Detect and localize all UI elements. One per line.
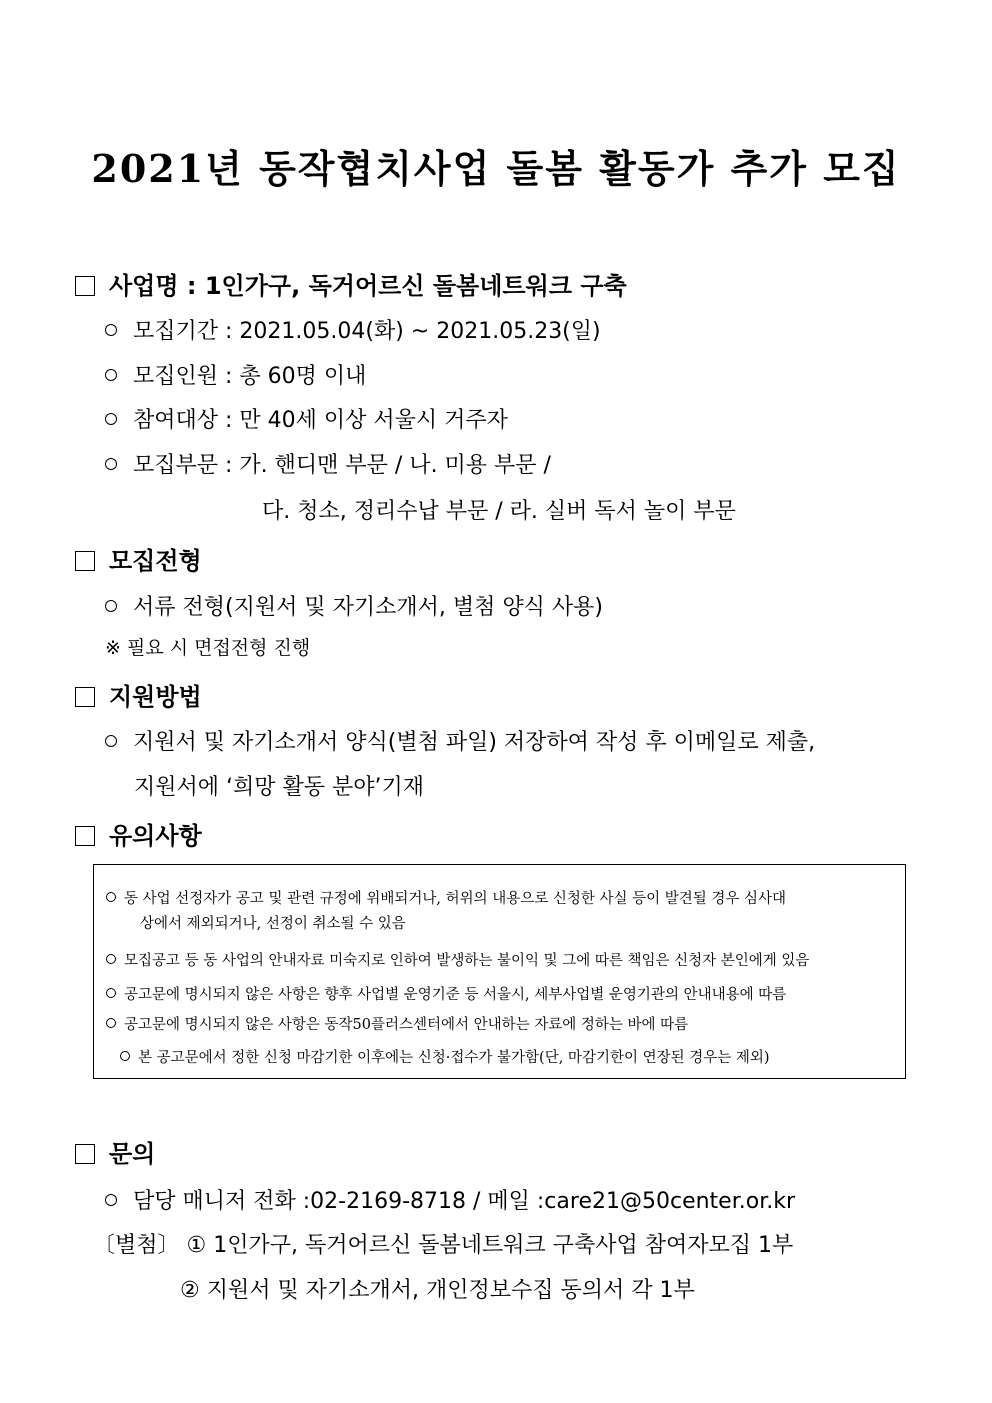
caution-box	[93, 864, 906, 1079]
section-heading-inquiry: 문의	[75, 1134, 155, 1169]
circle-bullet-icon	[106, 1018, 116, 1028]
list-item: 모집인원 : 총 60명 이내	[105, 359, 366, 390]
note-text: ※ 필요 시 면접전형 진행	[105, 637, 311, 659]
checkbox-square-icon	[75, 687, 95, 707]
circle-bullet-icon	[105, 600, 117, 612]
list-item: 지원서 및 자기소개서 양식(별첨 파일) 저장하여 작성 후 이메일로 제출,	[105, 725, 815, 756]
list-item: 모집기간 : 2021.05.04(화) ~ 2021.05.23(일)	[105, 314, 601, 345]
caution-item-continuation: 상에서 제외되거나, 선정이 취소될 수 있음	[140, 916, 406, 932]
section-heading-project: 사업명 : 1인가구, 독거어르신 돌봄네트워크 구축	[75, 266, 627, 301]
circle-bullet-icon	[105, 369, 117, 381]
attachment-line: 〔별첨〕 ① 1인가구, 독거어르신 돌봄네트워크 구축사업 참여자모집 1부	[93, 1233, 794, 1258]
circle-bullet-icon	[105, 413, 117, 425]
checkbox-square-icon	[75, 276, 95, 296]
checkbox-square-icon	[75, 1144, 95, 1164]
list-item: 참여대상 : 만 40세 이상 서울시 거주자	[105, 403, 508, 434]
section-heading-cautions: 유의사항	[75, 816, 202, 851]
circle-bullet-icon	[106, 988, 116, 998]
list-item-continuation: 다. 청소, 정리수납 부문 / 라. 실버 독서 놀이 부문	[262, 499, 736, 524]
list-item: 서류 전형(지원서 및 자기소개서, 별첨 양식 사용)	[105, 590, 603, 621]
circle-bullet-icon	[105, 458, 117, 470]
attachment-line: ② 지원서 및 자기소개서, 개인정보수집 동의서 각 1부	[180, 1278, 695, 1303]
circle-bullet-icon	[105, 1194, 117, 1206]
caution-item: 동 사업 선정자가 공고 및 관련 규정에 위배되거나, 허위의 내용으로 신청한 사실 등이 발견될 경우 심사대	[106, 887, 786, 908]
circle-bullet-icon	[120, 1051, 130, 1061]
attachment-label: 〔별첨〕	[93, 1233, 180, 1258]
circle-bullet-icon	[106, 954, 116, 964]
caution-item: 본 공고문에서 정한 신청 마감기한 이후에는 신청·접수가 불가함(단, 마감기한이 연장된 경우는 제외)	[120, 1046, 770, 1067]
page-title: 2021년 동작협치사업 돌봄 활동가 추가 모집	[91, 146, 901, 191]
list-item-continuation: 지원서에 ‘희망 활동 분야’기재	[134, 775, 424, 800]
circle-bullet-icon	[105, 735, 117, 747]
checkbox-square-icon	[75, 551, 95, 571]
list-item: 모집부문 : 가. 핸디맨 부문 / 나. 미용 부문 /	[105, 448, 551, 479]
caution-item: 공고문에 명시되지 않은 사항은 동작50플러스센터에서 안내하는 자료에 정하는 바에 따름	[106, 1013, 688, 1034]
caution-item: 공고문에 명시되지 않은 사항은 향후 사업별 운영기준 등 서울시, 세부사업별 운영기관의 안내내용에 따름	[106, 983, 786, 1004]
circle-bullet-icon	[106, 892, 116, 902]
list-item: 담당 매니저 전화 :02-2169-8718 / 메일 :care21@50center.or.kr	[105, 1184, 795, 1215]
section-heading-apply: 지원방법	[75, 677, 202, 712]
caution-item: 모집공고 등 동 사업의 안내자료 미숙지로 인하여 발생하는 불이익 및 그에 따른 책임은 신청자 본인에게 있음	[106, 949, 809, 970]
circle-bullet-icon	[105, 324, 117, 336]
section-heading-selection: 모집전형	[75, 541, 202, 576]
checkbox-square-icon	[75, 826, 95, 846]
